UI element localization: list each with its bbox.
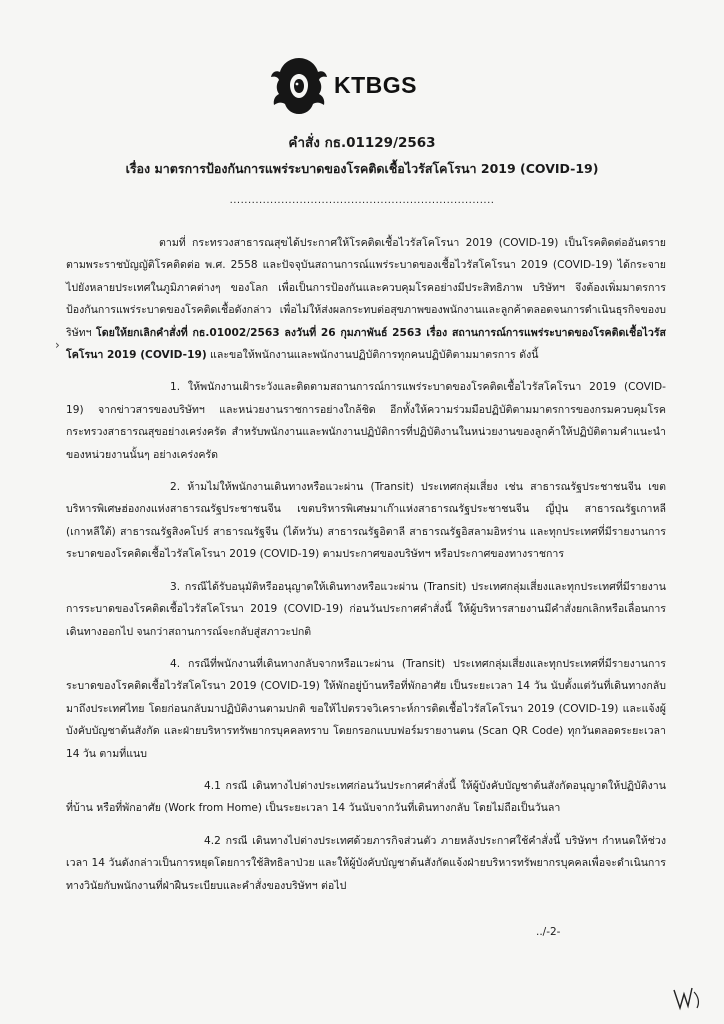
order-subject: เรื่อง มาตรการป้องกันการแพร่ระบาดของโรคติดเชื้อไวรัสโคโรนา 2019 (COVID-19) [125,161,599,176]
sub-item-4-1: 4.1 กรณี เดินทางไปต่างประเทศก่อนวันประกาศคำสั่งนี้ ให้ผู้บังคับบัญชาต้นสังกัดอนุญาตให้ปฏิบัติงานที่บ้าน หรือที่พักอาศัย (Work from Home) เป็นระยะเวลา 14 วันนับจากวันที่เดินทางกลับ โดยไม่ถือเป็นวันลา [66,779,666,815]
intro-text-1: ตามที่ กระทรวงสาธารณสุขได้ประกาศให้โรคติดเชื้อไวรัสโคโรนา 2019 (COVID-19) เป็นโรคติดต่ออันตราย ตามพระราชบัญญัติโรคติดต่อ พ.ศ. 2558 และปัจจุบันสถานการณ์แพร่ระบาดของเชื้อไวรัสโคโรนา 2019 (COVID-19) ได้กระจายไปยังหลายประเทศในภูมิภาคต่างๆ ของโลก เพื่อเป็นการป้องกันและควบคุมโรคอย่างมีประสิทธิภาพ บริษัทฯ จึงต้องเพิ่มมาตรการป้องกันการแพร่ระบาดของโรคติดเชื้อดังกล่าว เพื่อไม่ให้ส่งผลกระทบต่อสุขภาพของพนักงานและลูกค้าตลอดจนการดำเนินธุรกิจของบริษัทฯ [66,237,666,339]
list-item-4: 4. กรณีที่พนักงานที่เดินทางกลับจากหรือแวะผ่าน (Transit) ประเทศกลุ่มเสี่ยงและทุกประเทศที่มีรายงานการระบาดของโรคติดเชื้อไวรัสโคโรนา 2019 (COVID-19) ให้พักอยู่บ้านหรือที่พักอาศัย เป็นระยะเวลา 14 วัน นับตั้งแต่วันที่เดินทางกลับมาถึงประเทศไทย โดยก่อนกลับมาปฏิบัติงานตามปกติ ขอให้ไปตรวจวิเคราะห์การติดเชื้อไวรัสโคโรนา 2019 (COVID-19) และแจ้งผู้บังคับบัญชาต้นสังกัด และฝ่ายบริหารทรัพยากรบุคคลทราบ โดยกรอกแบบฟอร์มรายงานตน (Scan QR Code) ทุกวันตลอดระยะเวลา 14 วัน ตามที่แนบ [66,657,666,760]
garuda-emblem-icon [268,52,330,118]
intro-text-2: และขอให้พนักงานและพนักงานปฏิบัติการทุกคนปฏิบัติตามมาตรการ ดังนี้ [206,349,539,362]
list-item-3: 3. กรณีได้รับอนุมัติหรืออนุญาตให้เดินทางหรือแวะผ่าน (Transit) ประเทศกลุ่มเสี่ยงและทุกประเทศที่มีรายงานการระบาดของโรคติดเชื้อไวรัสโคโรนา 2019 (COVID-19) ก่อนวันประกาศคำสั่งนี้ ให้ผู้บริหารสายงานมีคำสั่งยกเลิกหรือเลื่อนการเดินทางออกไป จนกว่าสถานการณ์จะกลับสู่สภาวะปกติ [66,580,666,638]
list-item-1: 1. ให้พนักงานเฝ้าระวังและติดตามสถานการณ์การแพร่ระบาดของโรคติดเชื้อไวรัสโคโรนา 2019 (COVID-19) จากข่าวสารของบริษัทฯ และหน่วยงานราชการอย่างใกล้ชิด อีกทั้งให้ความร่วมมือปฏิบัติตามมาตรการของกรมควบคุมโรค กระทรวงสาธารณสุขอย่างเคร่งครัด สำหรับพนักงานและพนักงานปฏิบัติการที่ปฏิบัติงานในหน่วยงานของลูกค้าให้ปฏิบัติตามคำแนะนำของหน่วยงานนั้นๆ อย่างเคร่งครัด [66,381,666,461]
list-item-2: 2. ห้ามไม่ให้พนักงานเดินทางหรือแวะผ่าน (Transit) ประเทศกลุ่มเสี่ยง เช่น สาธารณรัฐประชาชนจีน เขตบริหารพิเศษฮ่องกงแห่งสาธารณรัฐประชาชนจีน เขตบริหารพิเศษมาเก๊าแห่งสาธารณรัฐประชาชนจีน ญี่ปุ่น สาธารณรัฐเกาหลี (เกาหลีใต้) สาธารณรัฐสิงคโปร์ สาธารณรัฐจีน (ไต้หวัน) สาธารณรัฐอิตาลี สาธารณรัฐอิสลามอิหร่าน และทุกประเทศที่มีรายงานการระบาดของโรคติดเชื้อไวรัสโคโรนา 2019 (COVID-19) ตามประกาศของบริษัทฯ หรือประกาศของทางราชการ [66,481,666,561]
initials-signature-icon [670,982,710,1012]
order-body [66,232,666,897]
intro-bold-text: โดยให้ยกเลิกคำสั่งที่ กธ.01002/2563 ลงวันที่ 26 กุมภาพันธ์ 2563 เรื่อง สถานการณ์การแพร่ระบาดของโรคติดเชื้อไวรัสโคโรนา 2019 (COVID-19) [66,326,666,362]
intro-paragraph [66,232,666,366]
margin-mark: › [55,338,60,352]
divider-line: ........................................................................ [229,195,495,206]
sub-item-4-2: 4.2 กรณี เดินทางไปต่างประเทศด้วยภารกิจส่วนตัว ภายหลังประกาศใช้คำสั่งนี้ บริษัทฯ กำหนดให้ช่วงเวลา 14 วันดังกล่าวเป็นการหยุดโดยการใช้สิทธิลาป่วย และให้ผู้บังคับบัญชาต้นสังกัดแจ้งฝ่ายบริหารทรัพยากรบุคคลเพื่อจะดำเนินการทางวินัยกับพนักงานที่ฝ่าฝืนระเบียบและคำสั่งของบริษัทฯ ต่อไป [66,834,666,892]
company-logo [268,50,468,120]
next-page-indicator: ../-2- [536,926,561,938]
company-logo-text: KTBGS [334,71,417,98]
order-number: คำสั่ง กธ.01129/2563 [288,135,436,151]
